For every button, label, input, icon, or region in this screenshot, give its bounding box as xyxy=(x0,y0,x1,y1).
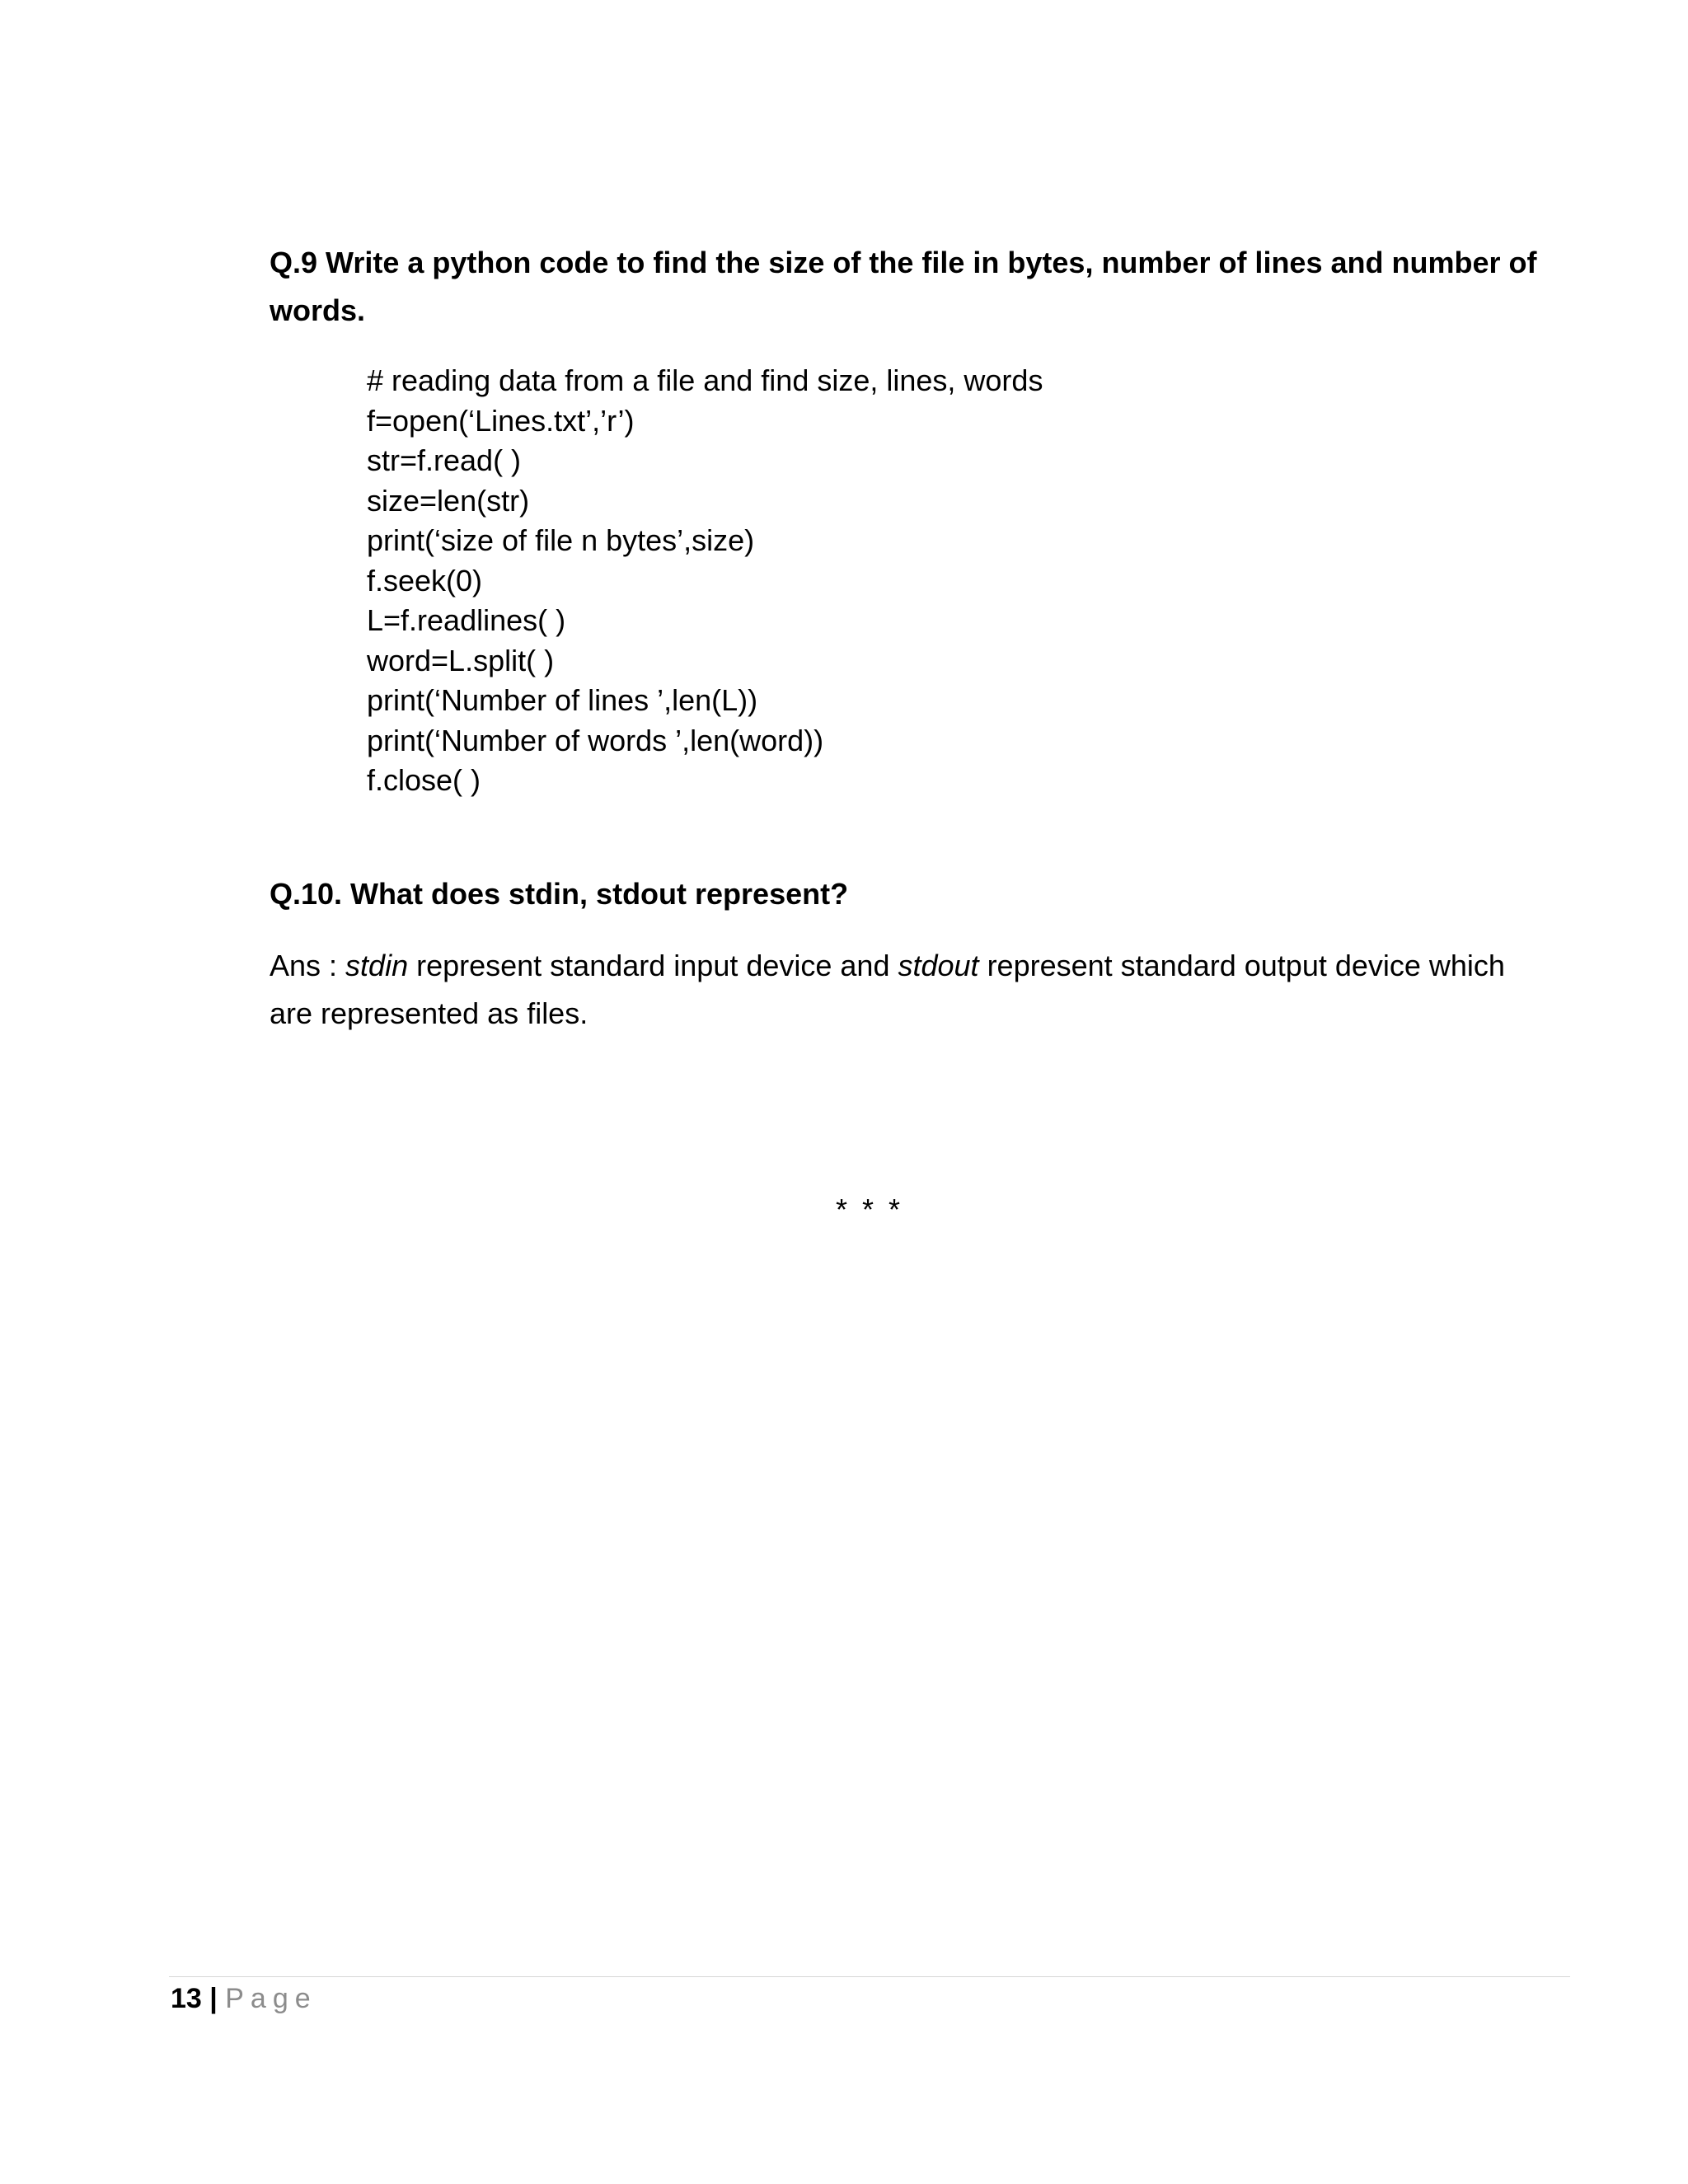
code-line: f.close( ) xyxy=(367,763,481,797)
section-separator: * * * xyxy=(835,1193,904,1226)
answer-prefix: Ans : xyxy=(270,949,346,982)
question-9-heading: Q.9 Write a python code to find the size of the file in bytes, number of lines and number of words. xyxy=(270,246,1537,327)
answer-suffix: represent standard output device which are represented as files. xyxy=(270,949,1505,1030)
code-line: f.seek(0) xyxy=(367,563,483,598)
page-footer xyxy=(171,1980,317,2017)
footer-bar: | xyxy=(209,1983,218,2014)
answer-term-stdout: stdout xyxy=(898,949,979,982)
answer-middle: represent standard input device and xyxy=(408,949,898,982)
code-line: print(‘Number of words ’,len(word)) xyxy=(367,723,824,757)
code-line: L=f.readlines( ) xyxy=(367,603,566,637)
footer-divider xyxy=(169,1976,1570,1977)
code-line: # reading data from a file and find size, lines, words xyxy=(367,363,1043,397)
code-line: word=L.split( ) xyxy=(367,643,555,677)
code-line: f=open(‘Lines.txt’,’r’) xyxy=(367,403,635,438)
question-10-heading: Q.10. What does stdin, stdout represent? xyxy=(270,877,849,911)
question-10-answer xyxy=(270,942,1555,1038)
code-line: size=len(str) xyxy=(367,483,530,518)
code-block xyxy=(367,361,1043,801)
code-line: print(‘size of file n bytes’,size) xyxy=(367,523,755,557)
page-label: Page xyxy=(225,1983,317,2014)
answer-term-stdin: stdin xyxy=(345,949,409,982)
code-line: print(‘Number of lines ’,len(L)) xyxy=(367,683,758,717)
page-number: 13 xyxy=(171,1983,202,2014)
code-line: str=f.read( ) xyxy=(367,443,522,477)
